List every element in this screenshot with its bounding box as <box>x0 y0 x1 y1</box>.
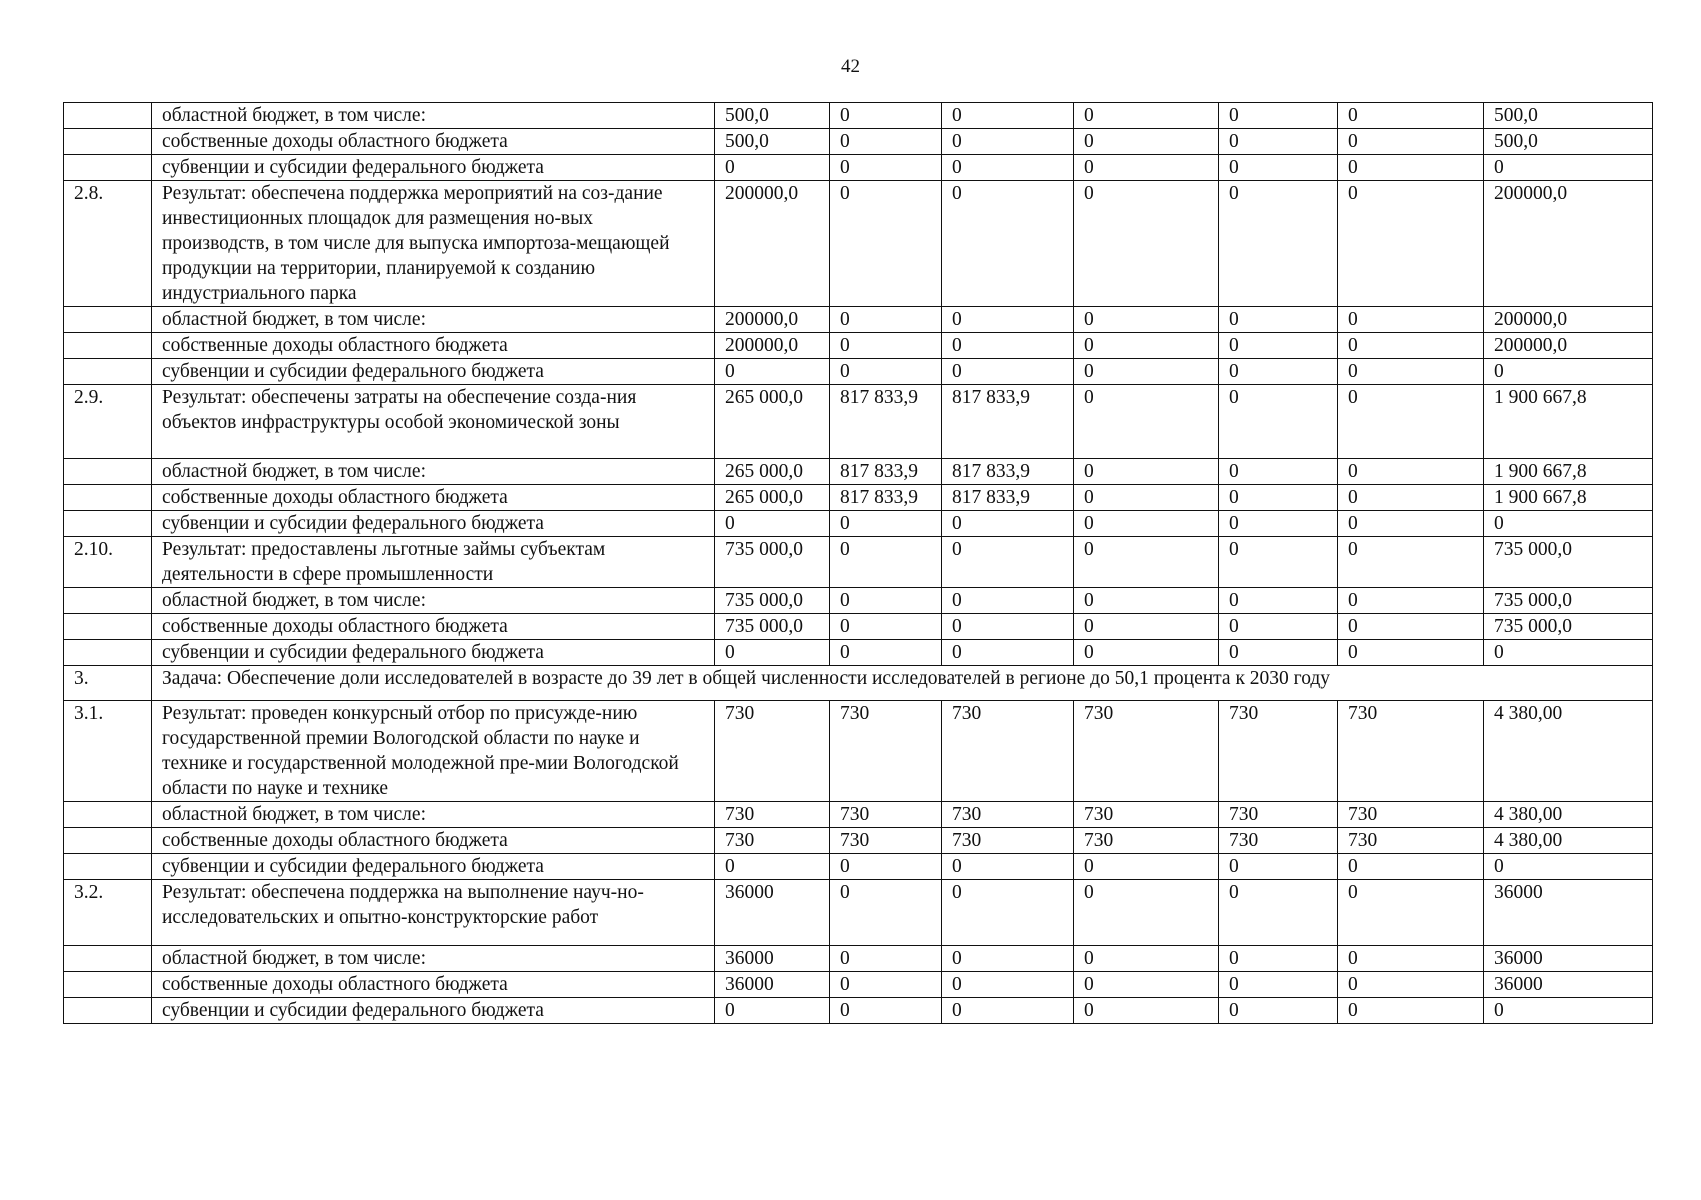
year-value: 0 <box>715 854 830 880</box>
total-value: 36000 <box>1484 880 1653 946</box>
year-value: 730 <box>1074 701 1219 802</box>
year-value: 0 <box>715 155 830 181</box>
year-value: 0 <box>1219 588 1338 614</box>
year-value: 0 <box>942 307 1074 333</box>
funding-source-label: собственные доходы областного бюджета <box>152 828 715 854</box>
year-value: 0 <box>1338 485 1484 511</box>
year-value: 0 <box>942 511 1074 537</box>
result-description: Результат: предоставлены льготные займы субъектам деятельности в сфере промышленности <box>152 537 715 588</box>
table-row <box>64 701 1653 802</box>
table-row <box>64 537 1653 588</box>
year-value: 817 833,9 <box>942 459 1074 485</box>
year-value: 730 <box>1338 828 1484 854</box>
row-number <box>64 998 152 1024</box>
year-value: 0 <box>1074 385 1219 459</box>
total-value: 0 <box>1484 511 1653 537</box>
year-value: 0 <box>830 614 942 640</box>
table-row <box>64 129 1653 155</box>
year-value: 0 <box>942 588 1074 614</box>
year-value: 0 <box>1338 511 1484 537</box>
row-number <box>64 333 152 359</box>
total-value: 36000 <box>1484 972 1653 998</box>
year-value: 817 833,9 <box>942 485 1074 511</box>
year-value: 0 <box>715 998 830 1024</box>
year-value: 0 <box>1219 459 1338 485</box>
task-row <box>64 666 1653 701</box>
year-value: 0 <box>1219 511 1338 537</box>
year-value: 0 <box>830 998 942 1024</box>
total-value: 500,0 <box>1484 103 1653 129</box>
task-description: Задача: Обеспечение доли исследователей в возрасте до 39 лет в общей численности исследователей в регионе до 50,1 процента к 2030 году <box>152 666 1653 701</box>
year-value: 817 833,9 <box>942 385 1074 459</box>
funding-source-label: областной бюджет, в том числе: <box>152 459 715 485</box>
year-value: 0 <box>942 103 1074 129</box>
table-row <box>64 972 1653 998</box>
funding-source-label: областной бюджет, в том числе: <box>152 946 715 972</box>
table-row <box>64 614 1653 640</box>
year-value: 0 <box>1219 359 1338 385</box>
year-value: 0 <box>1219 181 1338 307</box>
total-value: 0 <box>1484 640 1653 666</box>
year-value: 0 <box>1219 155 1338 181</box>
year-value: 0 <box>1219 946 1338 972</box>
year-value: 0 <box>1074 946 1219 972</box>
year-value: 730 <box>1219 828 1338 854</box>
result-description: Результат: обеспечена поддержка мероприятий на соз-дание инвестиционных площадок для размещения но-вых производств, в том числе для выпуска импортоза-мещающей продукции на территории, планируемой к созданию индустриального парка <box>152 181 715 307</box>
year-value: 0 <box>1338 998 1484 1024</box>
funding-source-label: собственные доходы областного бюджета <box>152 614 715 640</box>
year-value: 730 <box>942 701 1074 802</box>
year-value: 0 <box>1074 359 1219 385</box>
year-value: 0 <box>1338 103 1484 129</box>
year-value: 0 <box>1338 946 1484 972</box>
year-value: 0 <box>1074 854 1219 880</box>
year-value: 0 <box>1338 333 1484 359</box>
table-row <box>64 511 1653 537</box>
year-value: 200000,0 <box>715 181 830 307</box>
total-value: 0 <box>1484 359 1653 385</box>
table-row <box>64 854 1653 880</box>
result-description: Результат: обеспечена поддержка на выполнение науч-но-исследовательских и опытно-конструкторские работ <box>152 880 715 946</box>
year-value: 730 <box>942 802 1074 828</box>
budget-table <box>63 102 1653 1024</box>
row-number <box>64 640 152 666</box>
row-number: 2.8. <box>64 181 152 307</box>
year-value: 730 <box>1219 701 1338 802</box>
table-row <box>64 459 1653 485</box>
table-row <box>64 103 1653 129</box>
year-value: 0 <box>1219 307 1338 333</box>
year-value: 0 <box>1074 614 1219 640</box>
year-value: 0 <box>1338 972 1484 998</box>
year-value: 0 <box>942 854 1074 880</box>
year-value: 730 <box>1074 828 1219 854</box>
year-value: 0 <box>830 972 942 998</box>
year-value: 0 <box>1338 129 1484 155</box>
row-number: 2.9. <box>64 385 152 459</box>
year-value: 0 <box>830 359 942 385</box>
year-value: 0 <box>1074 485 1219 511</box>
year-value: 0 <box>830 946 942 972</box>
year-value: 0 <box>1219 333 1338 359</box>
total-value: 4 380,00 <box>1484 701 1653 802</box>
year-value: 730 <box>1338 701 1484 802</box>
year-value: 36000 <box>715 946 830 972</box>
year-value: 0 <box>1074 307 1219 333</box>
year-value: 0 <box>1338 588 1484 614</box>
year-value: 265 000,0 <box>715 459 830 485</box>
year-value: 735 000,0 <box>715 588 830 614</box>
year-value: 0 <box>830 880 942 946</box>
table-row <box>64 588 1653 614</box>
funding-source-label: субвенции и субсидии федерального бюджета <box>152 155 715 181</box>
funding-source-label: собственные доходы областного бюджета <box>152 129 715 155</box>
year-value: 0 <box>1074 103 1219 129</box>
year-value: 0 <box>1338 181 1484 307</box>
funding-source-label: субвенции и субсидии федерального бюджета <box>152 359 715 385</box>
row-number <box>64 307 152 333</box>
year-value: 0 <box>1338 385 1484 459</box>
year-value: 0 <box>942 880 1074 946</box>
row-number <box>64 511 152 537</box>
table-row <box>64 307 1653 333</box>
total-value: 0 <box>1484 155 1653 181</box>
table-row <box>64 359 1653 385</box>
year-value: 0 <box>1219 129 1338 155</box>
year-value: 0 <box>715 359 830 385</box>
row-number <box>64 155 152 181</box>
year-value: 0 <box>1074 537 1219 588</box>
total-value: 735 000,0 <box>1484 588 1653 614</box>
year-value: 0 <box>715 640 830 666</box>
year-value: 0 <box>1219 385 1338 459</box>
row-number <box>64 946 152 972</box>
year-value: 730 <box>1219 802 1338 828</box>
funding-source-label: субвенции и субсидии федерального бюджета <box>152 640 715 666</box>
year-value: 0 <box>1219 640 1338 666</box>
funding-source-label: субвенции и субсидии федерального бюджета <box>152 998 715 1024</box>
year-value: 0 <box>1219 998 1338 1024</box>
year-value: 0 <box>1338 307 1484 333</box>
year-value: 730 <box>830 802 942 828</box>
funding-source-label: собственные доходы областного бюджета <box>152 972 715 998</box>
row-number <box>64 802 152 828</box>
year-value: 730 <box>942 828 1074 854</box>
row-number <box>64 614 152 640</box>
total-value: 0 <box>1484 854 1653 880</box>
year-value: 0 <box>1338 155 1484 181</box>
year-value: 0 <box>942 155 1074 181</box>
total-value: 4 380,00 <box>1484 828 1653 854</box>
table-row <box>64 946 1653 972</box>
year-value: 0 <box>1338 459 1484 485</box>
year-value: 0 <box>830 181 942 307</box>
year-value: 730 <box>1338 802 1484 828</box>
year-value: 0 <box>1219 972 1338 998</box>
year-value: 0 <box>1074 155 1219 181</box>
row-number: 3.2. <box>64 880 152 946</box>
funding-source-label: областной бюджет, в том числе: <box>152 588 715 614</box>
total-value: 1 900 667,8 <box>1484 385 1653 459</box>
year-value: 0 <box>715 511 830 537</box>
total-value: 1 900 667,8 <box>1484 459 1653 485</box>
year-value: 0 <box>1219 537 1338 588</box>
row-number: 3.1. <box>64 701 152 802</box>
row-number <box>64 129 152 155</box>
year-value: 0 <box>942 946 1074 972</box>
funding-source-label: субвенции и субсидии федерального бюджета <box>152 854 715 880</box>
table-row <box>64 828 1653 854</box>
table-row <box>64 880 1653 946</box>
year-value: 0 <box>1338 537 1484 588</box>
funding-source-label: субвенции и субсидии федерального бюджета <box>152 511 715 537</box>
year-value: 0 <box>1074 181 1219 307</box>
table-row <box>64 640 1653 666</box>
year-value: 0 <box>1219 103 1338 129</box>
total-value: 735 000,0 <box>1484 614 1653 640</box>
year-value: 730 <box>830 701 942 802</box>
total-value: 4 380,00 <box>1484 802 1653 828</box>
year-value: 0 <box>942 998 1074 1024</box>
funding-source-label: собственные доходы областного бюджета <box>152 485 715 511</box>
year-value: 0 <box>1074 459 1219 485</box>
result-description: Результат: обеспечены затраты на обеспечение созда-ния объектов инфраструктуры особой экономической зоны <box>152 385 715 459</box>
year-value: 0 <box>1338 854 1484 880</box>
year-value: 36000 <box>715 880 830 946</box>
year-value: 735 000,0 <box>715 614 830 640</box>
year-value: 500,0 <box>715 103 830 129</box>
table-row <box>64 333 1653 359</box>
year-value: 817 833,9 <box>830 385 942 459</box>
year-value: 0 <box>1074 588 1219 614</box>
page-number: 42 <box>841 56 860 77</box>
year-value: 0 <box>1074 129 1219 155</box>
year-value: 0 <box>942 972 1074 998</box>
total-value: 500,0 <box>1484 129 1653 155</box>
row-number <box>64 828 152 854</box>
year-value: 730 <box>715 828 830 854</box>
year-value: 0 <box>1338 359 1484 385</box>
total-value: 200000,0 <box>1484 307 1653 333</box>
year-value: 0 <box>1074 972 1219 998</box>
year-value: 0 <box>1074 511 1219 537</box>
year-value: 730 <box>830 828 942 854</box>
year-value: 200000,0 <box>715 333 830 359</box>
year-value: 0 <box>942 359 1074 385</box>
total-value: 200000,0 <box>1484 181 1653 307</box>
year-value: 0 <box>1338 614 1484 640</box>
year-value: 0 <box>942 129 1074 155</box>
funding-source-label: областной бюджет, в том числе: <box>152 802 715 828</box>
year-value: 0 <box>942 537 1074 588</box>
funding-source-label: областной бюджет, в том числе: <box>152 103 715 129</box>
year-value: 0 <box>1219 854 1338 880</box>
year-value: 36000 <box>715 972 830 998</box>
row-number <box>64 485 152 511</box>
year-value: 0 <box>1338 640 1484 666</box>
total-value: 200000,0 <box>1484 333 1653 359</box>
year-value: 0 <box>830 511 942 537</box>
year-value: 500,0 <box>715 129 830 155</box>
funding-source-label: собственные доходы областного бюджета <box>152 333 715 359</box>
year-value: 0 <box>830 307 942 333</box>
year-value: 730 <box>715 701 830 802</box>
table-row <box>64 181 1653 307</box>
row-number <box>64 588 152 614</box>
year-value: 265 000,0 <box>715 485 830 511</box>
result-description: Результат: проведен конкурсный отбор по присужде-нию государственной премии Вологодской области по науке и технике и государственной молодежной пре-мии Вологодской области по науке и технике <box>152 701 715 802</box>
year-value: 730 <box>715 802 830 828</box>
year-value: 0 <box>830 537 942 588</box>
table-row <box>64 802 1653 828</box>
year-value: 0 <box>1219 614 1338 640</box>
table-row <box>64 998 1653 1024</box>
total-value: 1 900 667,8 <box>1484 485 1653 511</box>
row-number: 3. <box>64 666 152 701</box>
table-row <box>64 155 1653 181</box>
year-value: 200000,0 <box>715 307 830 333</box>
year-value: 0 <box>1338 880 1484 946</box>
row-number <box>64 854 152 880</box>
year-value: 0 <box>830 333 942 359</box>
funding-source-label: областной бюджет, в том числе: <box>152 307 715 333</box>
year-value: 0 <box>942 614 1074 640</box>
row-number <box>64 459 152 485</box>
year-value: 0 <box>830 155 942 181</box>
year-value: 0 <box>942 333 1074 359</box>
year-value: 265 000,0 <box>715 385 830 459</box>
row-number <box>64 103 152 129</box>
year-value: 0 <box>1219 880 1338 946</box>
table-row <box>64 485 1653 511</box>
year-value: 817 833,9 <box>830 485 942 511</box>
year-value: 0 <box>830 588 942 614</box>
year-value: 0 <box>830 640 942 666</box>
total-value: 0 <box>1484 998 1653 1024</box>
year-value: 0 <box>1074 998 1219 1024</box>
year-value: 0 <box>1074 880 1219 946</box>
year-value: 730 <box>1074 802 1219 828</box>
total-value: 36000 <box>1484 946 1653 972</box>
year-value: 735 000,0 <box>715 537 830 588</box>
table-row <box>64 385 1653 459</box>
year-value: 0 <box>942 181 1074 307</box>
year-value: 0 <box>1074 333 1219 359</box>
year-value: 0 <box>830 854 942 880</box>
year-value: 0 <box>1219 485 1338 511</box>
row-number <box>64 972 152 998</box>
row-number: 2.10. <box>64 537 152 588</box>
total-value: 735 000,0 <box>1484 537 1653 588</box>
year-value: 0 <box>830 103 942 129</box>
year-value: 0 <box>1074 640 1219 666</box>
row-number <box>64 359 152 385</box>
year-value: 0 <box>830 129 942 155</box>
year-value: 0 <box>942 640 1074 666</box>
year-value: 817 833,9 <box>830 459 942 485</box>
